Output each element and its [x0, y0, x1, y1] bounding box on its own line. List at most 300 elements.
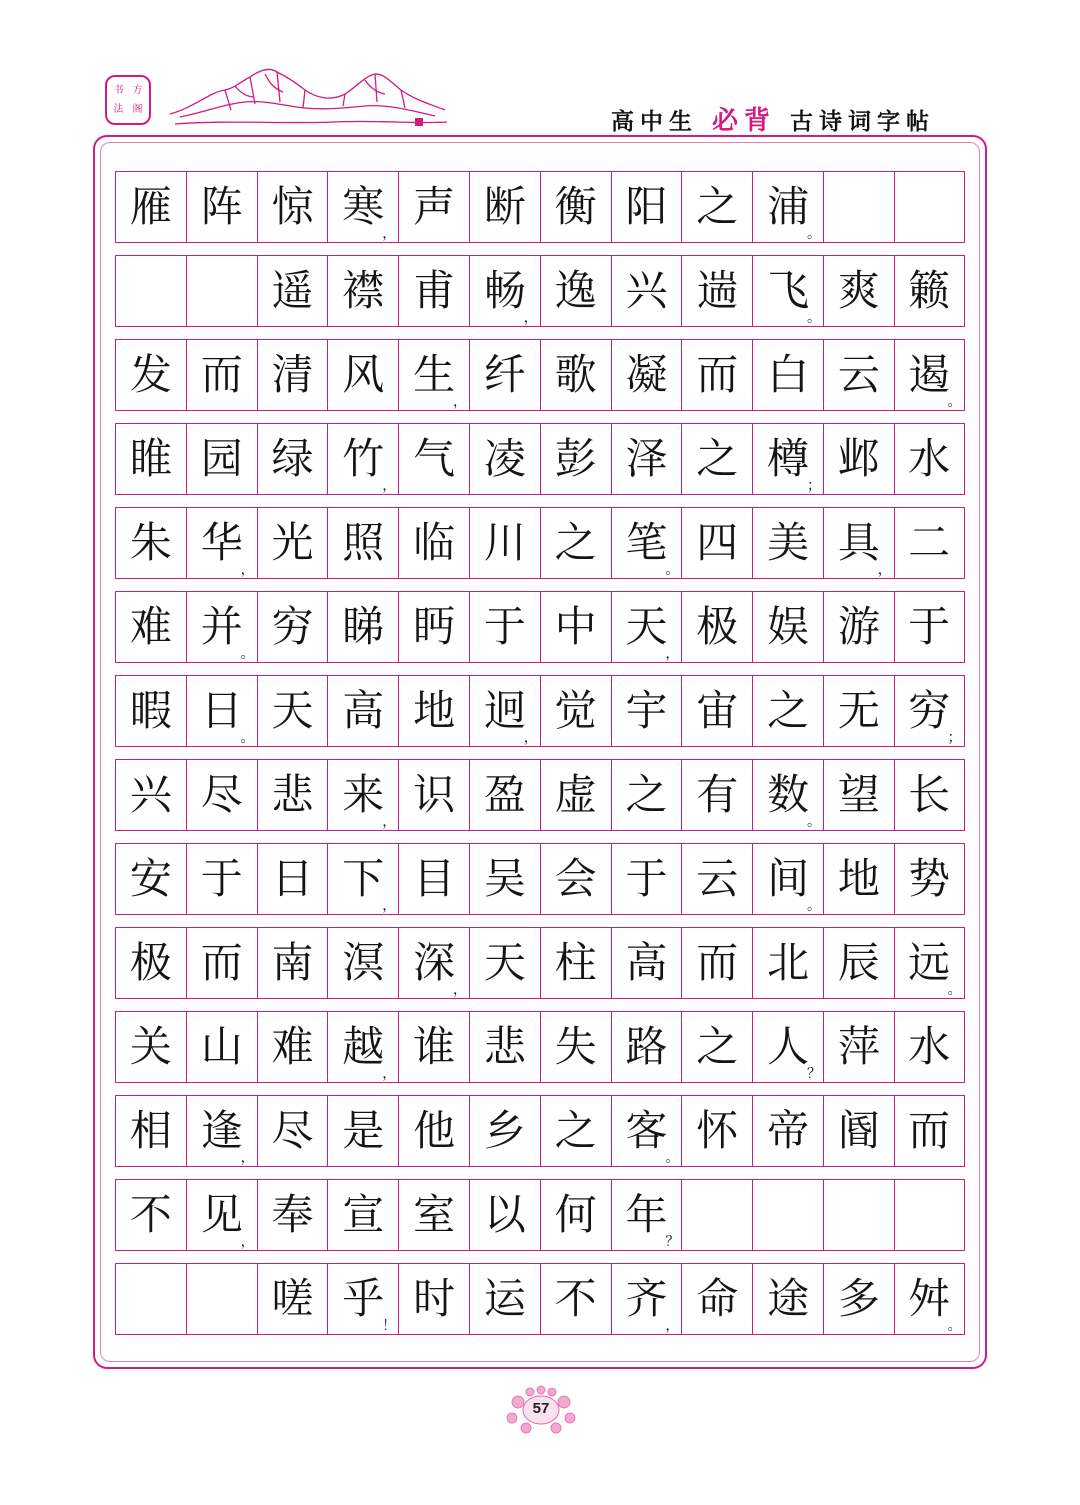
character: 萍 [837, 1022, 880, 1071]
character: 籁 [908, 266, 951, 315]
character: 见 [200, 1190, 243, 1239]
character: 阳 [625, 182, 668, 231]
grid-cell [115, 424, 186, 494]
character: 何 [554, 1190, 597, 1239]
punctuation-mark: 。 [665, 562, 680, 578]
grid-cell [257, 1096, 328, 1166]
punctuation-mark: ， [382, 478, 397, 494]
grid-cell [540, 1012, 611, 1082]
punctuation-mark: ； [947, 730, 962, 746]
grid-cell [115, 508, 186, 578]
character: 日 [200, 686, 243, 735]
character: 宙 [696, 686, 739, 735]
grid-cell [681, 1012, 752, 1082]
grid-row [115, 927, 965, 999]
character: 舛 [908, 1274, 951, 1323]
character: 寒 [342, 182, 385, 231]
character: 纤 [483, 350, 526, 399]
character: 水 [908, 1022, 951, 1071]
grid-cell [681, 256, 752, 326]
character: 眄 [413, 602, 456, 651]
grid-cell [115, 340, 186, 410]
grid-cell [823, 592, 894, 662]
character: 途 [767, 1274, 810, 1323]
grid-cell [540, 1264, 611, 1334]
character: 望 [837, 770, 880, 819]
grid-cell [894, 508, 965, 578]
character: 盈 [483, 770, 526, 819]
punctuation-mark: ， [665, 646, 680, 662]
seal-char: 阁 [132, 103, 143, 115]
grid-cell [540, 172, 611, 242]
character: 迥 [483, 686, 526, 735]
grid-cell [398, 172, 469, 242]
character: 穷 [908, 686, 951, 735]
grid-cell [894, 1264, 965, 1334]
grid-cell [611, 928, 682, 998]
seal-char: 方 [132, 84, 143, 96]
character: 具 [837, 518, 880, 567]
grid-cell [681, 928, 752, 998]
grid-cell [115, 844, 186, 914]
grid-cell [469, 424, 540, 494]
character: 天 [625, 602, 668, 651]
character: 不 [554, 1274, 597, 1323]
grid-cell [115, 1096, 186, 1166]
character: 水 [908, 434, 951, 483]
character: 凌 [483, 434, 526, 483]
grid-cell [894, 172, 965, 242]
grid-cell [398, 760, 469, 830]
grid-cell [611, 592, 682, 662]
character: 齐 [625, 1274, 668, 1323]
punctuation-mark: ， [452, 982, 467, 998]
grid-cell [540, 256, 611, 326]
grid-cell [469, 844, 540, 914]
character: 之 [554, 1106, 597, 1155]
grid-cell [257, 928, 328, 998]
character: 清 [271, 350, 314, 399]
character: 嗟 [271, 1274, 314, 1323]
character: 照 [342, 518, 385, 567]
grid-cell [398, 844, 469, 914]
grid-cell [115, 1180, 186, 1250]
character: 于 [200, 854, 243, 903]
punctuation-mark: ， [665, 1318, 680, 1334]
grid-cell [398, 424, 469, 494]
grid-cell [823, 508, 894, 578]
character: 关 [129, 1022, 172, 1071]
grid-cell [752, 928, 823, 998]
grid-cell [115, 1264, 186, 1334]
grid-cell [823, 340, 894, 410]
grid-cell [327, 256, 398, 326]
grid-cell [823, 424, 894, 494]
grid-cell [823, 676, 894, 746]
grid-cell [398, 1264, 469, 1334]
grid-cell [398, 508, 469, 578]
grid-cell [469, 676, 540, 746]
grid-cell [186, 928, 257, 998]
grid-cell [681, 340, 752, 410]
grid-row [115, 423, 965, 495]
character: 兴 [625, 266, 668, 315]
character: 睢 [129, 434, 172, 483]
character: 乡 [483, 1106, 526, 1155]
character: 识 [413, 770, 456, 819]
grid-cell [611, 424, 682, 494]
grid-cell [752, 1264, 823, 1334]
punctuation-mark: ， [382, 898, 397, 914]
character: 而 [696, 350, 739, 399]
character: 襟 [342, 266, 385, 315]
punctuation-mark: ， [523, 310, 538, 326]
grid-cell [681, 844, 752, 914]
character: 辰 [837, 938, 880, 987]
grid-cell [540, 424, 611, 494]
grid-cell [540, 508, 611, 578]
grid-cell [257, 508, 328, 578]
grid-cell [469, 508, 540, 578]
grid-cell [540, 760, 611, 830]
grid-cell [752, 1012, 823, 1082]
grid-cell [823, 1180, 894, 1250]
character: 断 [483, 182, 526, 231]
punctuation-mark: 。 [665, 1150, 680, 1166]
character: 阍 [837, 1106, 880, 1155]
punctuation-mark: 。 [806, 226, 821, 242]
character: 天 [483, 938, 526, 987]
grid-cell [611, 256, 682, 326]
character: 发 [129, 350, 172, 399]
character: 悲 [271, 770, 314, 819]
character: 宇 [625, 686, 668, 735]
character: 园 [200, 434, 243, 483]
character: 是 [342, 1106, 385, 1155]
grid-cell [681, 760, 752, 830]
grid-cell [327, 592, 398, 662]
character: 人 [767, 1022, 810, 1071]
character: 怀 [696, 1106, 739, 1155]
grid-cell [257, 256, 328, 326]
grid-cell [823, 256, 894, 326]
grid-cell [257, 592, 328, 662]
punctuation-mark: 。 [806, 310, 821, 326]
punctuation-mark: ， [382, 226, 397, 242]
character: 逢 [200, 1106, 243, 1155]
grid-cell [611, 676, 682, 746]
grid-cell [752, 760, 823, 830]
character: 之 [696, 434, 739, 483]
punctuation-mark: ， [382, 814, 397, 830]
grid-cell [611, 1096, 682, 1166]
character: 雁 [129, 182, 172, 231]
grid-cell [257, 172, 328, 242]
grid-cell [894, 424, 965, 494]
character: 睇 [342, 602, 385, 651]
punctuation-mark: ， [240, 562, 255, 578]
character: 谁 [413, 1022, 456, 1071]
grid-cell [327, 760, 398, 830]
grid-cell [186, 592, 257, 662]
grid-row [115, 675, 965, 747]
grid-cell [257, 1180, 328, 1250]
grid-cell [186, 1180, 257, 1250]
punctuation-mark: 。 [947, 982, 962, 998]
character: 凝 [625, 350, 668, 399]
character: 有 [696, 770, 739, 819]
grid-cell [327, 508, 398, 578]
grid-cell [752, 844, 823, 914]
character: 以 [483, 1190, 526, 1239]
grid-cell [469, 1096, 540, 1166]
grid-cell [894, 340, 965, 410]
character: 阵 [200, 182, 243, 231]
grid-cell [681, 172, 752, 242]
character: 越 [342, 1022, 385, 1071]
grid-cell [186, 508, 257, 578]
character: 运 [483, 1274, 526, 1323]
character: 惊 [271, 182, 314, 231]
grid-cell [752, 1180, 823, 1250]
grid-cell [398, 676, 469, 746]
character: 之 [696, 1022, 739, 1071]
character: 北 [767, 938, 810, 987]
grid-cell [823, 1264, 894, 1334]
grid-cell [823, 844, 894, 914]
grid-cell [823, 1012, 894, 1082]
grid-cell [186, 340, 257, 410]
grid-cell [894, 256, 965, 326]
character: 数 [767, 770, 810, 819]
grid-cell [540, 844, 611, 914]
punctuation-mark: ， [523, 730, 538, 746]
character: 遥 [271, 266, 314, 315]
character: 难 [271, 1022, 314, 1071]
character: 失 [554, 1022, 597, 1071]
character: 高 [342, 686, 385, 735]
grid-row [115, 1179, 965, 1251]
character: 奉 [271, 1190, 314, 1239]
grid-cell [611, 1264, 682, 1334]
grid-cell [894, 592, 965, 662]
character: 多 [837, 1274, 880, 1323]
grid-cell [681, 676, 752, 746]
character: 日 [271, 854, 314, 903]
character: 而 [908, 1106, 951, 1155]
punctuation-mark: 。 [947, 1318, 962, 1334]
character: 云 [696, 854, 739, 903]
character: 美 [767, 518, 810, 567]
character: 游 [837, 602, 880, 651]
character: 二 [908, 518, 951, 567]
grid-cell [186, 1096, 257, 1166]
grid-cell [327, 340, 398, 410]
character: 无 [837, 686, 880, 735]
grid-cell [398, 592, 469, 662]
punctuation-mark: ； [806, 478, 821, 494]
grid-cell [115, 928, 186, 998]
grid-cell [681, 1180, 752, 1250]
grid-cell [186, 424, 257, 494]
grid-cell [540, 592, 611, 662]
grid-cell [257, 340, 328, 410]
character: 竹 [342, 434, 385, 483]
character: 歌 [554, 350, 597, 399]
grid-cell [257, 676, 328, 746]
character: 之 [696, 182, 739, 231]
character: 之 [767, 686, 810, 735]
grid-cell [115, 256, 186, 326]
character: 室 [413, 1190, 456, 1239]
character: 兴 [129, 770, 172, 819]
punctuation-mark: ， [877, 562, 892, 578]
punctuation-mark: ？ [665, 1234, 680, 1250]
grid-cell [398, 1180, 469, 1250]
grid-row [115, 1095, 965, 1167]
character: 飞 [767, 266, 810, 315]
character: 而 [200, 938, 243, 987]
grid-cell [115, 172, 186, 242]
grid-cell [540, 1096, 611, 1166]
punctuation-mark: ， [240, 1234, 255, 1250]
character: 不 [129, 1190, 172, 1239]
grid-cell [257, 844, 328, 914]
character: 时 [413, 1274, 456, 1323]
character: 深 [413, 938, 456, 987]
character: 极 [129, 938, 172, 987]
grid-cell [681, 424, 752, 494]
grid-row [115, 1263, 965, 1335]
character: 笔 [625, 518, 668, 567]
grid-cell [327, 676, 398, 746]
grid-cell [257, 1264, 328, 1334]
character: 于 [908, 602, 951, 651]
mountain-landscape-ornament [165, 62, 450, 134]
character: 四 [696, 518, 739, 567]
character: 他 [413, 1106, 456, 1155]
grid-cell [681, 1264, 752, 1334]
character: 远 [908, 938, 951, 987]
character: 遄 [696, 266, 739, 315]
grid-row [115, 255, 965, 327]
grid-cell [327, 1096, 398, 1166]
character: 天 [271, 686, 314, 735]
grid-cell [327, 172, 398, 242]
grid-cell [115, 760, 186, 830]
grid-cell [752, 256, 823, 326]
character: 而 [696, 938, 739, 987]
punctuation-mark: 。 [240, 730, 255, 746]
grid-cell [469, 1012, 540, 1082]
punctuation-mark: 。 [240, 646, 255, 662]
grid-cell [752, 592, 823, 662]
punctuation-mark: 。 [806, 814, 821, 830]
character: 爽 [837, 266, 880, 315]
character: 地 [837, 854, 880, 903]
grid-row [115, 171, 965, 243]
character: 气 [413, 434, 456, 483]
character: 朱 [129, 518, 172, 567]
title-accent: 必背 [711, 106, 776, 136]
grid-cell [186, 844, 257, 914]
character: 邺 [837, 434, 880, 483]
grid-cell [752, 1096, 823, 1166]
seal-logo [105, 75, 151, 125]
grid-cell [186, 172, 257, 242]
character: 之 [554, 518, 597, 567]
character: 云 [837, 350, 880, 399]
title-part: 古诗词字帖 [790, 109, 935, 135]
character: 山 [200, 1022, 243, 1071]
character: 悲 [483, 1022, 526, 1071]
grid-cell [398, 1012, 469, 1082]
grid-cell [327, 1180, 398, 1250]
character: 并 [200, 602, 243, 651]
character: 尽 [271, 1106, 314, 1155]
grid-cell [115, 1012, 186, 1082]
grid-cell [540, 1180, 611, 1250]
character: 而 [200, 350, 243, 399]
book-title [611, 100, 935, 137]
character: 暇 [129, 686, 172, 735]
punctuation-mark: ？ [806, 1066, 821, 1082]
grid-cell [327, 1264, 398, 1334]
grid-cell [611, 340, 682, 410]
grid-row [115, 843, 965, 915]
character: 逸 [554, 266, 597, 315]
grid-cell [115, 592, 186, 662]
grid-row [115, 591, 965, 663]
grid-cell [186, 256, 257, 326]
grid-cell [611, 1012, 682, 1082]
grid-cell [611, 760, 682, 830]
character: 长 [908, 770, 951, 819]
character: 于 [483, 602, 526, 651]
character: 甫 [413, 266, 456, 315]
grid-cell [540, 676, 611, 746]
character: 高 [625, 938, 668, 987]
grid-cell [257, 424, 328, 494]
character: 吴 [483, 854, 526, 903]
character: 路 [625, 1022, 668, 1071]
character: 帝 [767, 1106, 810, 1155]
character: 安 [129, 854, 172, 903]
grid-cell [681, 592, 752, 662]
grid-cell [894, 844, 965, 914]
grid-cell [894, 676, 965, 746]
grid-cell [186, 1264, 257, 1334]
grid-cell [469, 340, 540, 410]
character: 极 [696, 602, 739, 651]
character: 华 [200, 518, 243, 567]
grid-cell [823, 760, 894, 830]
grid-cell [186, 1012, 257, 1082]
grid-cell [398, 1096, 469, 1166]
punctuation-mark: 。 [806, 898, 821, 914]
seal-char: 法 [113, 103, 124, 115]
grid-cell [894, 928, 965, 998]
punctuation-mark: ， [240, 1150, 255, 1166]
character: 声 [413, 182, 456, 231]
grid-cell [540, 340, 611, 410]
grid-cell [469, 172, 540, 242]
punctuation-mark: ， [382, 1066, 397, 1082]
character: 之 [625, 770, 668, 819]
character: 尽 [200, 770, 243, 819]
character: 柱 [554, 938, 597, 987]
grid-row [115, 507, 965, 579]
